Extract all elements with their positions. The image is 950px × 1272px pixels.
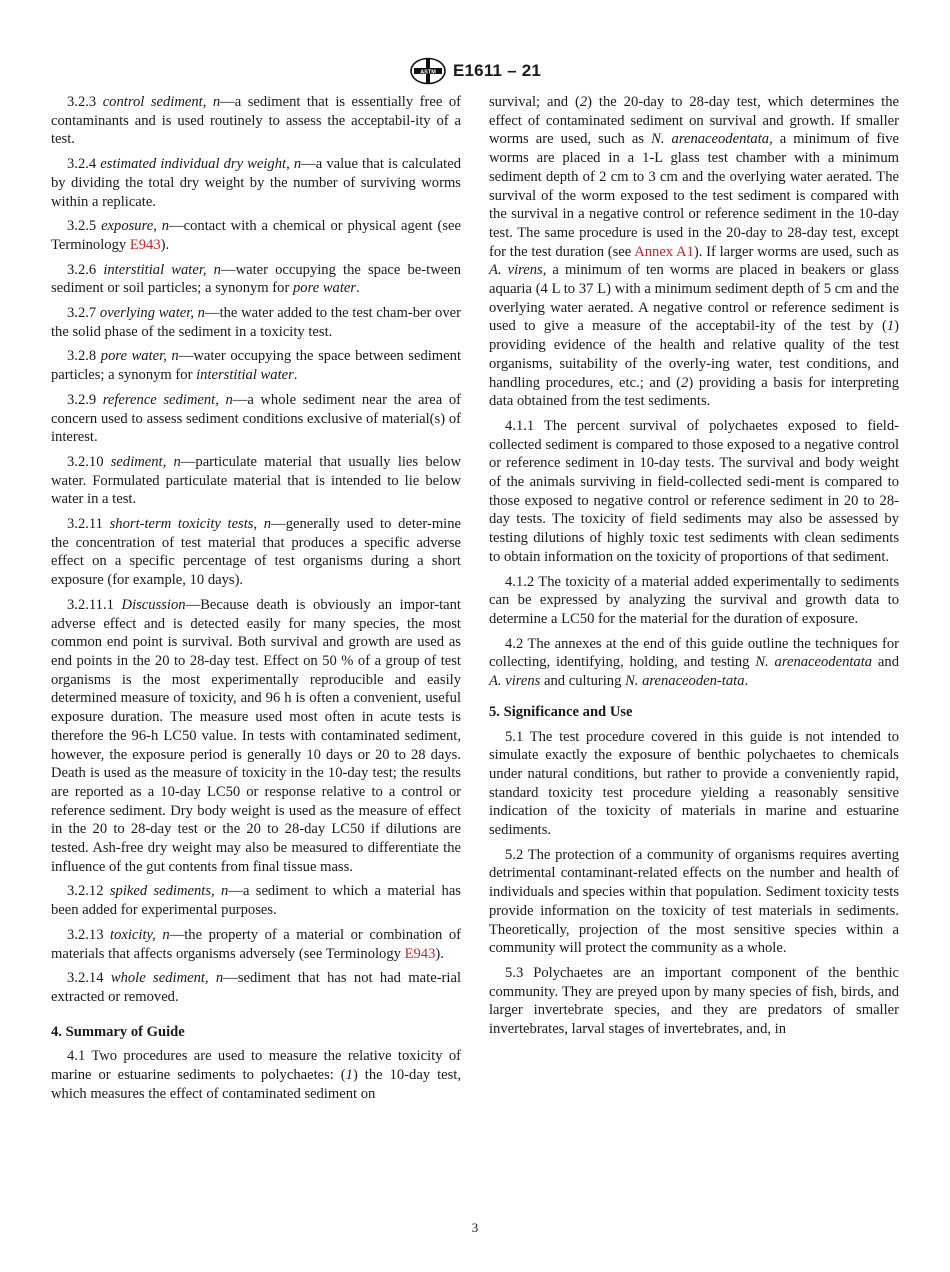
paragraph-text: , a minimum of five worms are placed in a 1-L glass test chamber with a minimum sediment depth of 2 cm to 3 cm and the overlying water aerated. The survival of the worm exposed to the test sediment is compared with the survival in a negative control or reference sediment in the 10-day test. The same procedure is used in the 20-day to 28-day test, except for the test duration (see: [489, 131, 900, 260]
section-4-heading: 4. Summary of Guide: [51, 1023, 185, 1040]
definition-tail: ).: [435, 945, 444, 962]
left-column: [51, 93, 461, 1109]
section-number: 4.1: [67, 1048, 86, 1065]
paragraph-text: The percent survival of polychaetes exposed to field-collected sediment is compared to those exposed to a negative control or reference sediment in 10-day tests. The survival and body weight of the animals surviving in field-collected sedi-ment is compared to those exposed to negative control or reference sediment in 20 to 28-day tests. The toxicity of field sediments may also be assessed by testing dilutions of highly toxic test sediments with clean sediments to obtain information on the toxicity of proportions of that sediment.: [489, 417, 899, 565]
synonym-term: interstitial water: [196, 367, 294, 384]
astm-logo-icon: [409, 57, 447, 85]
paragraph-text: The protection of a community of organisms requires averting detrimental contaminant-related effects on the number and health of individuals and species within that population. Sediment toxicity tests provide information on the toxicity of test materials in sediments. Theoretically, projection of the most sensitive species within a community will protect the community as a whole.: [489, 846, 900, 957]
paragraph-text: ) the 10-day test, which measures the effect of contaminated sediment on: [51, 1067, 461, 1102]
definition-3-2-12: [51, 882, 461, 919]
definition-text: —a value that is calculated by dividing the total dry weight by the number of surviving worms within a replicate.: [51, 156, 461, 210]
paragraph-text: ) providing evidence of the health and relative quality of the test organisms, suitability of the overly-ing water, test conditions, and handling procedures, etc.; and (: [489, 318, 899, 391]
section-number: 3.2.14: [67, 970, 104, 987]
section-number: 3.2.10: [67, 453, 104, 470]
paragraph-4-1: [51, 1047, 461, 1103]
section-number: 4.1.1: [505, 417, 535, 434]
definition-3-2-13: [51, 926, 461, 963]
term: whole sediment, n: [110, 970, 224, 987]
definition-3-2-4: [51, 155, 461, 211]
paragraph-text: and culturing: [540, 673, 626, 690]
section-number: 5.3: [505, 964, 524, 981]
definition-tail: .: [356, 280, 360, 297]
definition-text: —generally used to deter-mine the concentration of test material that produces a specific adverse effect on a specific percentage of test organisms during a short exposure (for example, 10 days).: [51, 516, 461, 589]
species-name: N. arenaceodentata: [651, 131, 770, 148]
list-number: 1: [345, 1067, 353, 1084]
discussion-3-2-11-1: [51, 596, 461, 877]
list-number: 1: [886, 318, 895, 335]
section-number: 3.2.13: [67, 926, 104, 943]
section-number: 3.2.6: [67, 261, 97, 278]
definition-3-2-5: [51, 217, 461, 254]
species-name: N. arenaceodentata: [755, 654, 873, 671]
definition-3-2-10: [51, 453, 461, 509]
term: pore water, n: [100, 348, 179, 365]
definition-text: —contact with a chemical or physical agent (see Terminology: [51, 218, 461, 253]
term: Discussion: [121, 596, 186, 613]
definition-3-2-8: [51, 347, 461, 384]
term: control sediment, n: [102, 94, 221, 110]
definition-text: —sediment that has not had mate-rial extracted or removed.: [51, 970, 461, 1005]
paragraph-text: and: [872, 654, 899, 671]
definition-text: —the water added to the test cham-ber over the solid phase of the sediment in a toxicity test.: [51, 305, 461, 340]
paragraph-text: The test procedure covered in this guide is not intended to simulate exactly the exposure of benthic polychaetes to chemicals under natural conditions, but rather to provide a conveniently rapid, standard toxicity test procedure yielding a reasonably sensitive indication of the toxicity of materials in marine and estuarine sediments.: [489, 728, 899, 839]
definition-3-2-14: [51, 969, 461, 1006]
section-5-heading: 5. Significance and Use: [489, 703, 633, 720]
paragraph-text: , a minimum of ten worms are placed in beakers or glass aquaria (4 L to 37 L) with a minimum sediment depth of 5 cm and the overlying water aerated. A negative control or reference sediment is used to give a measure of the acceptabil-ity of the test by (: [489, 262, 899, 335]
term: toxicity, n: [110, 926, 170, 943]
term: interstitial water, n: [103, 261, 221, 278]
section-number: 3.2.11: [67, 516, 103, 533]
species-name: A. virens: [489, 673, 541, 690]
section-number: 5.2: [505, 846, 524, 863]
section-number: 4.1.2: [505, 573, 535, 590]
section-number: 5.1: [505, 728, 524, 745]
paragraph-text: ) the 20-day to 28-day test, which determines the effect of contaminated sediment on survival and growth. If smaller worms are used, such as: [489, 94, 899, 148]
section-number: 4.2: [505, 635, 524, 652]
paragraph-text: The toxicity of a material added experimentally to sediments can be expressed by analyzing the survival and growth data to determine a LC50 for the material for the duration of exposure.: [489, 573, 900, 627]
paragraph-5-1: [489, 728, 899, 840]
term: sediment, n: [110, 453, 181, 470]
paragraph-text: survival; and (: [489, 94, 580, 110]
term: overlying water, n: [99, 305, 205, 322]
definition-text: —a whole sediment near the area of concern used to assess sediment conditions exclusive of material(s) of interest.: [51, 391, 461, 446]
paragraph-4-2: [489, 635, 899, 691]
list-number: 2: [579, 94, 588, 110]
definition-3-2-7: [51, 304, 461, 341]
document-id: E1611 – 21: [452, 61, 542, 80]
paragraph-text: Polychaetes are an important component of the benthic community. They are preyed upon by many species of fish, birds, and larger invertebrate species, and they are predators of smaller invertebrates, larval stages of invertebrates, and, in: [489, 964, 899, 1038]
term: spiked sediments, n: [109, 883, 229, 900]
term: estimated individual dry weight, n: [100, 156, 302, 173]
definition-text: —water occupying the space between sediment particles; a synonym for: [51, 348, 461, 384]
paragraph-text: ) providing a basis for interpreting data obtained from the test sediments.: [489, 374, 899, 410]
paragraph-5-2: [489, 846, 899, 958]
discussion-text: —Because death is obviously an impor-tant adverse effect and is detected easily for many species, the most common end point is survival. Both survival and growth are used as end points in the 20 to 28-day test. Effect on 50 % of a group of test organisms is the most experimentally reproducible and easily determined measure of toxicity, and 96 h is often a convenient, useful exposure duration. The measure used most often in acute tests is therefore the 96-h LC50 value. In tests with contaminated sediment, however, the exposure period is generally 10 days or 20 to 28 days. Death is used as the measure of toxicity in the 10-day test; the results are reported as a 10-day LC50 or response relative to a control or reference sediment. Dry body weight is used as the measure of effect in the 20 to 28-day test or the 20 to 28-day LC50 if dilutions are tested. Ash-free dry weight may also be measured to differentiate the influence of the gut contents from final tissue mass.: [51, 596, 461, 875]
definition-text: —water occupying the space be-tween sediment or soil particles; a synonym for: [51, 261, 461, 297]
section-number: 3.2.7: [67, 305, 97, 322]
paragraph-4-1-2: [489, 573, 899, 629]
paragraph-text: The annexes at the end of this guide outline the techniques for collecting, identifying, holding, and testing: [489, 635, 899, 671]
reference-link-annex-a1[interactable]: Annex A1: [634, 243, 694, 260]
definition-text: —the property of a material or combination of materials that affects organisms adversely (see Terminology: [51, 926, 461, 962]
paragraph-text: .: [744, 673, 749, 690]
species-name: A. virens: [489, 262, 543, 279]
paragraph-4-1-continued: [489, 93, 899, 411]
reference-link-e943[interactable]: E943: [404, 945, 436, 962]
definition-text: —a sediment to which a material has been added for experimental purposes.: [51, 883, 461, 919]
paragraph-5-3: [489, 964, 899, 1039]
paragraph-text: ). If larger worms are used, such as: [693, 243, 899, 260]
definition-3-2-6: [51, 261, 461, 298]
definition-3-2-9: [51, 391, 461, 447]
synonym-term: pore water: [292, 280, 357, 297]
section-number: 3.2.8: [67, 348, 97, 365]
species-name: N. arenaceoden-tata: [625, 673, 745, 690]
term: short-term toxicity tests, n: [109, 516, 272, 533]
definition-tail: ).: [160, 236, 170, 253]
right-column: [489, 93, 899, 1045]
section-number: 3.2.3: [67, 94, 97, 110]
definition-3-2-3: [51, 93, 461, 149]
paragraph-text: Two procedures are used to measure the relative toxicity of marine or estuarine sediments to polychaetes: (: [51, 1048, 461, 1084]
definition-tail: .: [293, 367, 298, 384]
paragraph-4-1-1: [489, 417, 899, 567]
page-header: [0, 56, 950, 86]
logo-text: ASTM: [420, 69, 436, 76]
section-number: 3.2.9: [67, 391, 97, 408]
section-number: 3.2.5: [67, 218, 97, 235]
reference-link-e943[interactable]: E943: [129, 236, 161, 253]
section-number: 3.2.12: [67, 883, 104, 900]
page-number: 3: [471, 1220, 479, 1235]
section-number: 3.2.11.1: [67, 596, 114, 613]
definition-3-2-11: [51, 515, 461, 590]
definition-text: —a sediment that is essentially free of contaminants and is used routinely to assess the acceptabil-ity of a test.: [51, 94, 462, 148]
term: reference sediment, n: [102, 391, 233, 408]
list-number: 2: [681, 374, 689, 391]
section-number: 3.2.4: [67, 156, 97, 173]
definition-text: —particulate material that usually lies below water. Formulated particulate material that is intended to lie below water in a test.: [51, 453, 461, 508]
term: exposure, n: [101, 218, 170, 235]
